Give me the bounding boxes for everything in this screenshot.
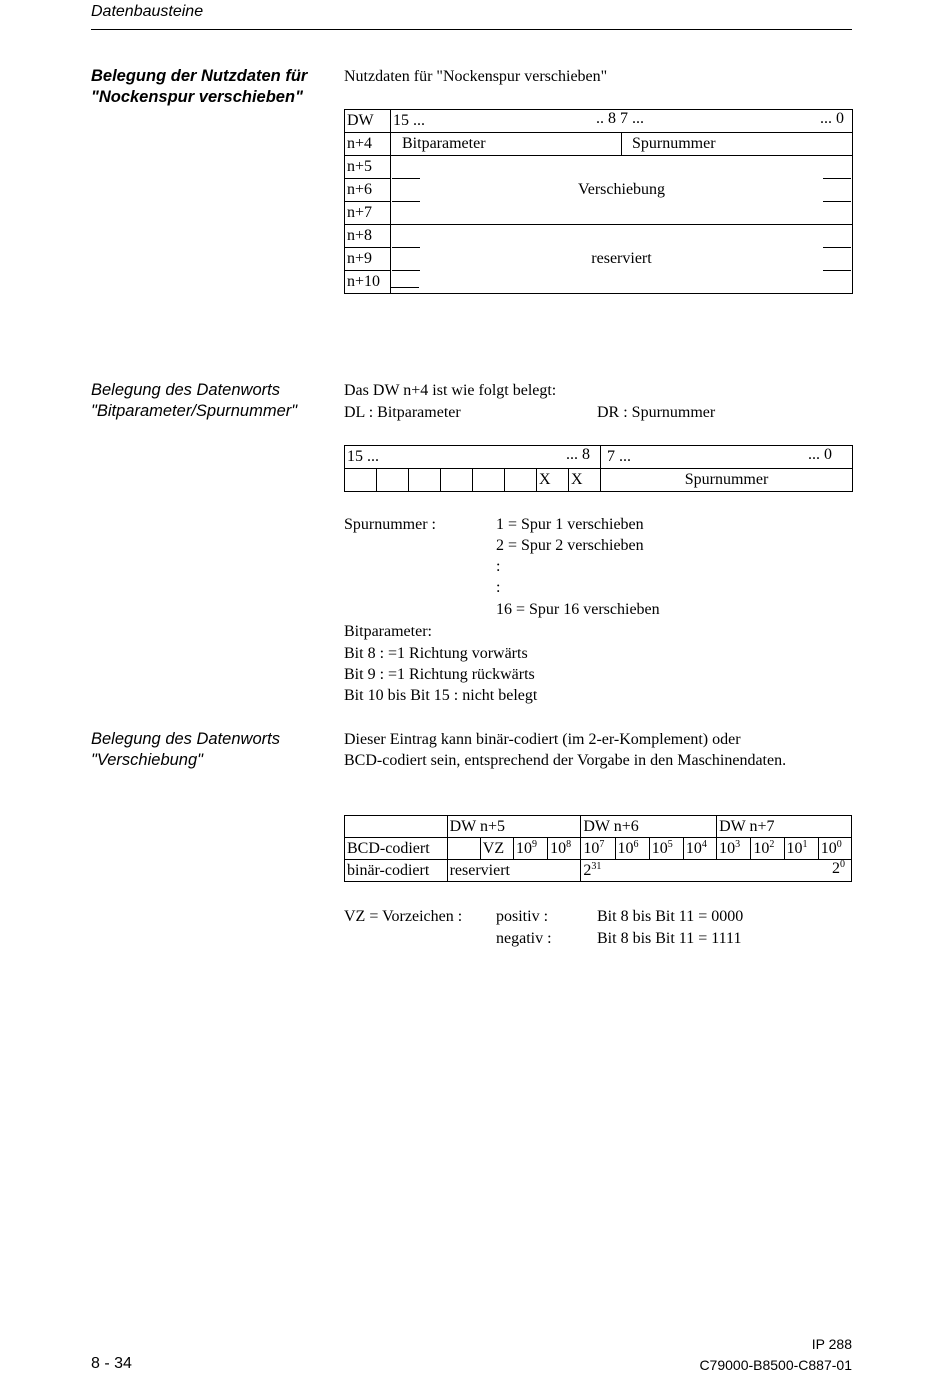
pow-exp: 1 [802, 838, 808, 850]
pow-base: 10 [651, 839, 668, 857]
cell-pow-9 [513, 838, 547, 860]
spur-line-1: 1 = Spur 1 verschieben [496, 516, 644, 533]
spur-line-4: : [496, 579, 501, 596]
cell-high-byte-header [345, 446, 601, 469]
tick-mark-left-1 [392, 178, 420, 179]
bitparameter-table [344, 445, 852, 492]
tick-mark-right-1 [823, 178, 851, 179]
row-label-n5: n+5 [345, 156, 391, 179]
bit-line-2: Bit 9 : =1 Richtung rückwärts [344, 666, 535, 683]
section3-label-line2: "Verschiebung" [91, 751, 204, 769]
cell-verschiebung [391, 156, 853, 225]
pow-exp: 2 [769, 838, 775, 850]
cell-reserviert [391, 225, 853, 294]
cell-spurnummer: Spurnummer [622, 133, 853, 156]
pow-base: 10 [753, 839, 770, 857]
row-label-n10: n+10 [345, 271, 391, 294]
section3-label-line1: Belegung des Datenworts [91, 730, 280, 748]
spur-line-2: 2 = Spur 2 verschieben [496, 537, 644, 554]
pow-exp: 0 [836, 838, 842, 850]
pow-exp: 4 [701, 838, 707, 850]
spur-line-3: : [496, 558, 501, 575]
tick-mark-left-3 [392, 247, 420, 248]
bits-0-label: ... 0 [820, 110, 844, 127]
tick-mark-right-4 [823, 270, 851, 271]
cell-pow-6 [615, 838, 649, 860]
cell-dw-n7: DW n+7 [717, 816, 852, 838]
pow-exp: 3 [735, 838, 741, 850]
cell-bitparameter: Bitparameter [391, 133, 622, 156]
pow-base: 10 [550, 839, 567, 857]
bit-line-1: Bit 8 : =1 Richtung vorwärts [344, 645, 528, 662]
nutzdaten-table [344, 109, 852, 295]
bit-cell-12 [441, 469, 473, 492]
pow-exp: 7 [599, 838, 605, 850]
cell-pow-0 [818, 838, 851, 860]
cell-pow-2 [751, 838, 784, 860]
section1-label-line1: Belegung der Nutzdaten für [91, 67, 308, 85]
bit-cell-9: X [537, 469, 569, 492]
pow-base: 10 [786, 839, 803, 857]
section2-intro: Das DW n+4 ist wie folgt belegt: [344, 382, 557, 399]
bits-8-label: ... 8 [566, 446, 590, 463]
footer-product: IP 288 [811, 1336, 852, 1352]
bit-cell-14 [377, 469, 409, 492]
row-label-n9: n+9 [345, 248, 391, 271]
footer-doc-id: C79000-B8500-C887-01 [699, 1357, 852, 1373]
row-label-n6: n+6 [345, 179, 391, 202]
cell-bcd-empty [447, 838, 480, 860]
pow-base: 10 [617, 839, 634, 857]
bit-cell-13 [409, 469, 441, 492]
row-label-n8: n+8 [345, 225, 391, 248]
bit-cell-11 [473, 469, 505, 492]
bits-8-7-label: .. 8 7 ... [596, 110, 644, 127]
pow-base: 10 [515, 839, 532, 857]
two-pow-0 [832, 860, 845, 878]
bitparameter-label: Bitparameter: [344, 623, 432, 640]
tick-mark-right-2 [823, 201, 851, 202]
cell-pow-7 [581, 838, 615, 860]
cell-binaer-range [581, 860, 852, 882]
pow-base: 10 [583, 839, 600, 857]
cell-pow-5 [649, 838, 683, 860]
cell-low-byte-header [601, 446, 853, 469]
reserviert-label: reserviert [591, 250, 652, 267]
positiv-value: Bit 8 bis Bit 11 = 0000 [597, 908, 744, 925]
vz-label: VZ = Vorzeichen : [344, 908, 463, 925]
cell-vz: VZ [480, 838, 513, 860]
two-base: 2 [832, 860, 840, 877]
footer-page-number: 8 - 34 [91, 1355, 132, 1372]
tick-mark-right-3 [823, 247, 851, 248]
cell-binaer-label: binär-codiert [345, 860, 448, 882]
bits-15-label: 15 ... [393, 112, 425, 129]
spur-line-5: 16 = Spur 16 verschieben [496, 601, 660, 618]
cell-bcd-label: BCD-codiert [345, 838, 448, 860]
bit-cell-10 [505, 469, 537, 492]
running-header: Datenbausteine [91, 3, 204, 20]
two-base: 2 [583, 861, 592, 879]
section2-label-line2: "Bitparameter/Spurnummer" [91, 402, 298, 420]
cell-binaer-reserviert: reserviert [447, 860, 581, 882]
section1-label [91, 66, 307, 108]
section2-label-line1: Belegung des Datenworts [91, 381, 280, 399]
section3-label [91, 729, 280, 771]
spurnummer-label: Spurnummer : [344, 516, 436, 533]
header-rule [91, 29, 852, 30]
bit-cell-8: X [569, 469, 601, 492]
tick-mark-left-4 [392, 270, 420, 271]
section2-dl: DL : Bitparameter [344, 404, 461, 421]
row-label-n7: n+7 [345, 202, 391, 225]
pow-exp: 9 [531, 838, 537, 850]
cell-pow-4 [683, 838, 716, 860]
tick-mark [391, 287, 419, 288]
section2-label [91, 380, 297, 422]
bit-line-3: Bit 10 bis Bit 15 : nicht belegt [344, 687, 538, 704]
cell-pow-8 [548, 838, 581, 860]
bits-0-label: ... 0 [808, 446, 832, 463]
pow-base: 10 [685, 839, 702, 857]
tick-mark-left-2 [392, 201, 420, 202]
cell-dw-header: DW [345, 110, 391, 133]
bits-15-label: 15 ... [347, 448, 379, 465]
bit-cell-15 [345, 469, 377, 492]
pow-exp: 5 [667, 838, 673, 850]
verschiebung-label: Verschiebung [577, 181, 666, 198]
pow-exp: 8 [566, 838, 572, 850]
section2-dr: DR : Spurnummer [597, 404, 716, 421]
pow-exp: 6 [633, 838, 639, 850]
cell-bits-header [391, 110, 853, 133]
cell-pow-1 [784, 838, 818, 860]
section1-intro: Nutzdaten für "Nockenspur verschieben" [344, 68, 608, 85]
cell-pow-3 [717, 838, 751, 860]
negativ-label: negativ : [496, 930, 552, 947]
pow-base: 10 [820, 839, 837, 857]
negativ-value: Bit 8 bis Bit 11 = 1111 [597, 930, 742, 947]
bits-7-label: 7 ... [607, 448, 631, 465]
cell-dw-n5: DW n+5 [447, 816, 581, 838]
positiv-label: positiv : [496, 908, 549, 925]
section3-text-line1: Dieser Eintrag kann binär-codiert (im 2-er-Komplement) oder [344, 731, 741, 748]
cell-dw-n6: DW n+6 [581, 816, 717, 838]
section3-text-line2: BCD-codiert sein, entsprechend der Vorgabe in den Maschinendaten. [344, 752, 787, 769]
cell-spurnummer: Spurnummer [601, 469, 853, 492]
verschiebung-table [344, 815, 852, 882]
two-exp-0: 0 [840, 859, 845, 870]
two-exp-31: 31 [591, 860, 602, 872]
pow-base: 10 [719, 839, 736, 857]
cell-empty-corner [345, 816, 448, 838]
two-pow-31 [583, 862, 601, 879]
row-label-n4: n+4 [345, 133, 391, 156]
section1-label-line2: "Nockenspur verschieben" [91, 88, 303, 106]
